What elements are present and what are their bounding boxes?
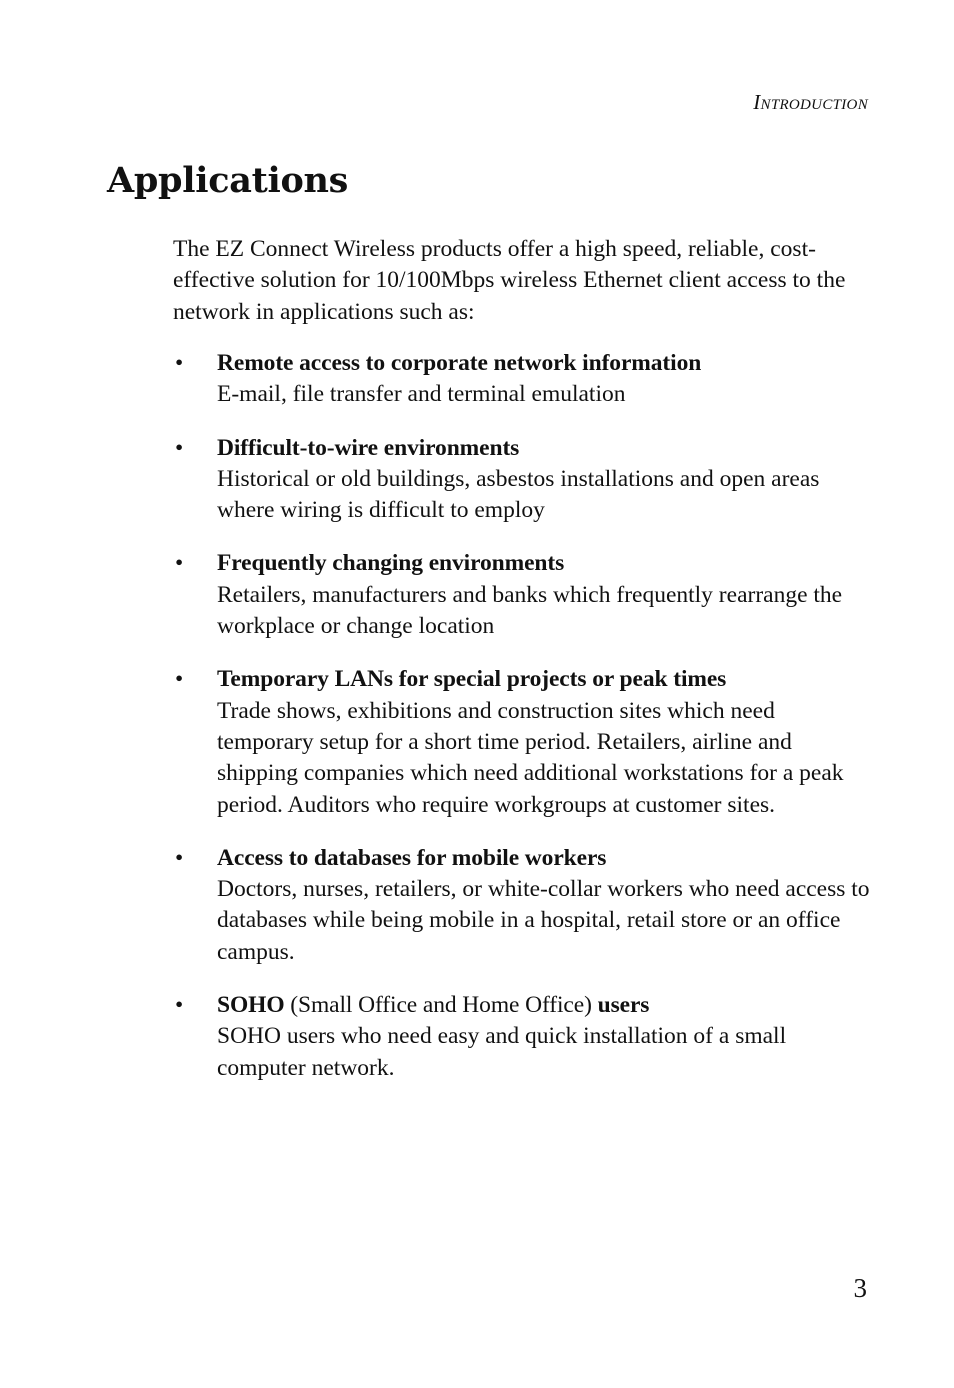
- item-description: Doctors, nurses, retailers, or white-collar workers who need access to databases while being mobile in a hospital, retail store or an office campus.: [217, 876, 870, 965]
- page-number: 3: [853, 1273, 867, 1303]
- list-item: [173, 548, 873, 642]
- list-item: [173, 348, 873, 411]
- bullet-icon: •: [175, 992, 184, 1019]
- item-heading: Remote access to corporate network information: [217, 350, 702, 376]
- intro-paragraph: The EZ Connect Wireless products offer a high speed, reliable, cost-effective solution for 10/100Mbps wireless Ethernet client access to the network in applications such as:: [173, 236, 846, 325]
- page-title: Applications: [107, 160, 349, 201]
- item-heading-soho: SOHO: [217, 992, 285, 1019]
- running-head: Introduction: [753, 90, 868, 114]
- list-item: [173, 433, 873, 527]
- item-description: Trade shows, exhibitions and construction sites which need temporary setup for a short time period. Retailers, airline and shipping companies which need additional workstations for a peak period. Auditors who require workgroups at customer sites.: [217, 697, 844, 818]
- item-heading: Temporary LANs for special projects or peak times: [217, 666, 727, 693]
- list-item: [173, 990, 873, 1084]
- item-heading-expansion: (Small Office and Home Office): [284, 992, 598, 1019]
- bullet-icon: •: [175, 434, 184, 461]
- item-heading: Difficult-to-wire environments: [217, 434, 520, 461]
- bullet-icon: •: [175, 350, 184, 376]
- item-description: SOHO users who need easy and quick installation of a small computer network.: [217, 1023, 787, 1081]
- item-heading: Access to databases for mobile workers: [217, 844, 607, 871]
- bullet-icon: •: [175, 550, 184, 577]
- item-heading: Frequently changing environments: [217, 550, 565, 577]
- item-heading: [217, 990, 873, 1021]
- item-heading-users: users: [597, 992, 650, 1019]
- item-description: Retailers, manufacturers and banks which frequently rearrange the workplace or change location: [217, 581, 843, 640]
- bullet-icon: •: [175, 844, 184, 871]
- applications-list: [173, 348, 873, 1106]
- list-item: [173, 664, 873, 820]
- list-item: [173, 843, 873, 968]
- item-description: Historical or old buildings, asbestos installations and open areas where wiring is difficult to employ: [217, 465, 820, 524]
- bullet-icon: •: [175, 666, 184, 693]
- item-description: E-mail, file transfer and terminal emulation: [217, 381, 626, 408]
